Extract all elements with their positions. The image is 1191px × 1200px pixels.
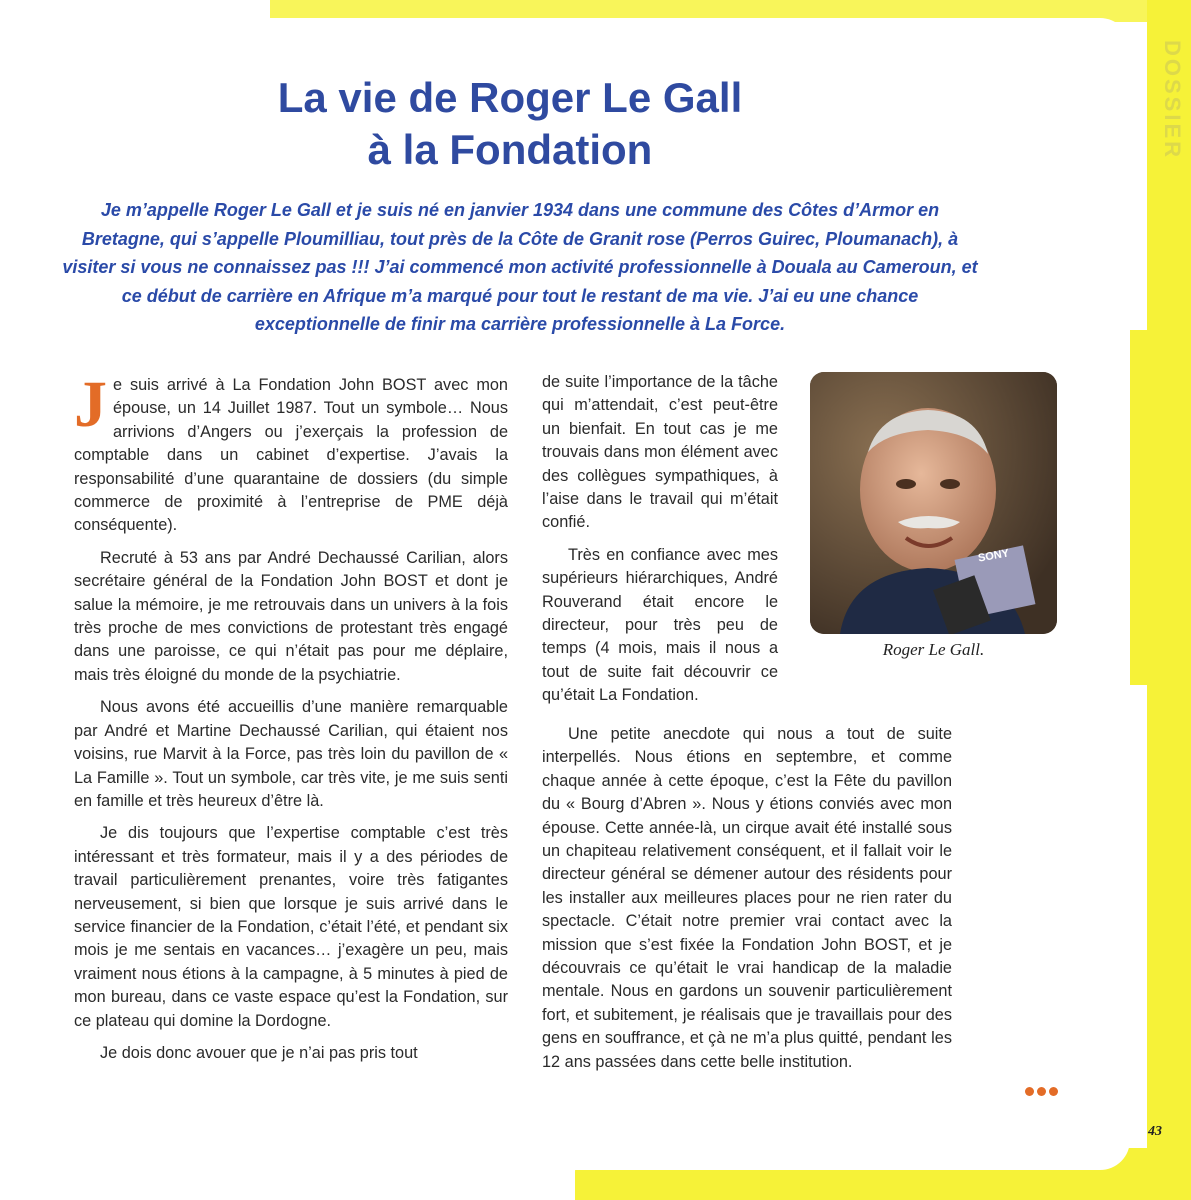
page-number: 43 — [1148, 1124, 1162, 1139]
left-paragraph-1-text: e suis arrivé à La Fondation John BOST avec mon épouse, un 14 Juillet 1987. Tout un symbole… Nous arrivions d’Angers ou j’exerçais la profession de comptable dans un cabinet d’expertise. J’avais la responsabilité d’une quarantaine de dossiers (du simple commerce de proximité à l’entreprise de PME déjà conséquente). — [74, 376, 508, 535]
mid-paragraph-1: de suite l’importance de la tâche qui m’attendait, c’est peut-être un bienfait. En tout cas je me trouvais dans mon élément avec des collègues sympathiques, à l’aise dans le travail qui m’était confié. — [542, 373, 778, 532]
bottom-column — [542, 723, 952, 1083]
middle-column — [542, 371, 778, 717]
dot-icon — [1025, 1087, 1034, 1096]
side-stamp: DOSSIER — [1160, 40, 1185, 161]
photo-badge-text: SONY — [977, 547, 1010, 565]
intro-paragraph: Je m’appelle Roger Le Gall et je suis né en janvier 1934 dans une commune des Côtes d’Armor en Bretagne, qui s’appelle Ploumilliau, tout près de la Côte de Granit rose (Perros Guirec, Ploumanach), à visiter si vous ne connaissez pas !!! J’ai commencé mon activité professionnelle à Douala au Cameroun, et ce début de carrière en Afrique m’a marqué pour tout le restant de ma vie. J’ai eu une chance exceptionnelle de finir ma carrière professionnelle à La Force. — [62, 200, 978, 335]
title-line-2: à la Fondation — [367, 126, 653, 173]
dot-icon — [1037, 1087, 1046, 1096]
mid-paragraph-2: Très en confiance avec mes supérieurs hiérarchiques, André Rouverand était encore le directeur, pour très peu de temps (4 mois, mais il nous a tout de suite fait découvrir ce qu’était La Fondation. — [542, 545, 778, 705]
left-paragraph-5: Je dois donc avouer que je n’ai pas pris tout — [100, 1043, 418, 1062]
left-paragraph-3: Nous avons été accueillis d’une manière remarquable par André et Martine Dechaussé Carilian, qui étaient nos voisins, rue Marvit à la Force, pas très loin du pavillon de « La Famille ». Tout un symbole, car très vite, je me suis senti en famille et très heureux d’être là. — [74, 698, 508, 810]
dropcap: J — [74, 368, 107, 441]
end-dots — [1025, 1080, 1061, 1101]
dot-icon — [1049, 1087, 1058, 1096]
left-paragraph-2: Recruté à 53 ans par André Dechaussé Carilian, alors secrétaire général de la Fondation John BOST et dont je salue la mémoire, je me retrouvais dans un univers à la fois très proche de mes convictions de protestant très engagé dans une paroisse, ce qui n’était pas pour me déplaire, mais très éloigné du monde de la psychiatrie. — [74, 548, 508, 684]
left-paragraph-1 — [74, 368, 508, 538]
portrait-photo — [810, 372, 1057, 634]
left-column — [74, 368, 508, 1074]
title-line-1: La vie de Roger Le Gall — [277, 74, 743, 121]
bottom-paragraph-1: Une petite anecdote qui nous a tout de suite interpellés. Nous étions en septembre, et comme chaque année à cette époque, c’est la Fête du pavillon du « Bourg d’Abren ». Nous y étions conviés avec mon épouse. Cette année-là, un cirque avait été installé sous un chapiteau relativement conséquent, et il fallait voir le directeur général se démener autour des résidents pour les installer aux meilleures places pour ne rien rater du spectacle. C’était notre premier vrai contact avec la mission que s’est fixée la Fondation John BOST, et je découvrais ce qu’était le vrai handicap de la maladie mentale. Nous en gardons un souvenir particulièrement fort, et subitement, je réalisais que je travaillais pour des gens en souffrance, et çà ne m’a plus quitté, pendant les 12 ans passées dans cette belle institution. — [542, 725, 952, 1071]
left-paragraph-4: Je dis toujours que l’expertise comptable c’est très intéressant et très formateur, mais il y a des périodes de travail particulièrement prenantes, voire très fatigantes nerveusement, si bien que lorsque je suis arrivé dans le service financier de la Fondation, c’était l’été, et pendant six mois je me sentais en vacances… j’exagère un peu, mais vraiment nous étions à la campagne, à 5 minutes à pied de mon bureau, dans ce vaste espace qu’est la Fondation, sur ce plateau qui domine la Dordogne. — [74, 824, 508, 1030]
photo-caption: Roger Le Gall. — [882, 640, 985, 659]
article-title — [150, 72, 870, 176]
portrait-illustration — [810, 372, 1057, 634]
